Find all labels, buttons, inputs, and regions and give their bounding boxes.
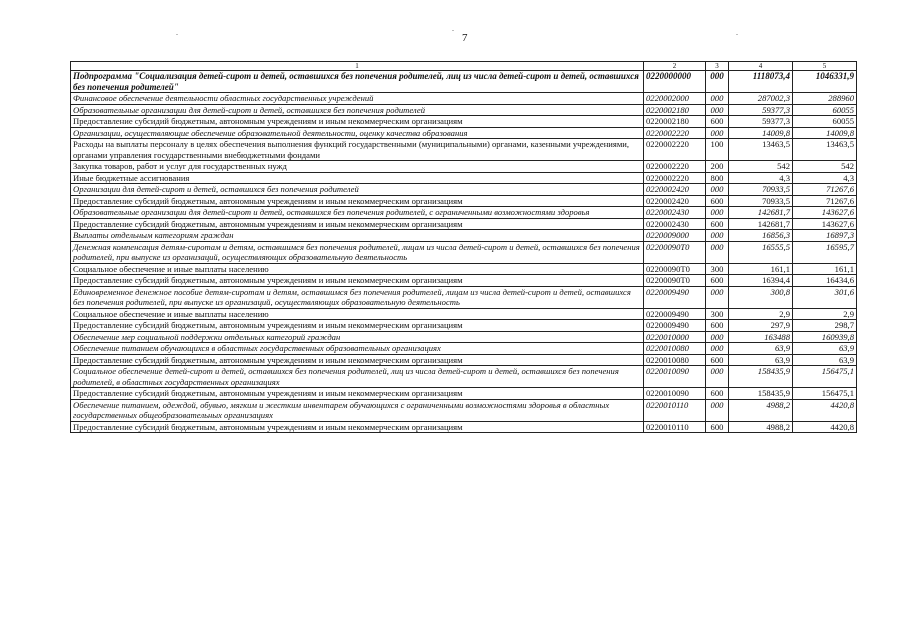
row-value-2025-cell: 63,9 [793, 354, 857, 366]
table-row [71, 161, 857, 173]
row-code-cell: 0220000000 [644, 71, 706, 93]
row-code-cell: 02200090Т0 [644, 241, 706, 263]
row-name-cell: Образовательные организации для детей-сирот и детей, оставшихся без попечения родителей, с ограниченными возможностями здоровья [71, 207, 644, 219]
row-value-2025-cell: 60055 [793, 116, 857, 128]
row-value-2024-cell: 16555,5 [729, 241, 793, 263]
scan-speck: . [452, 24, 454, 33]
row-type-cell: 600 [706, 195, 729, 207]
scan-speck: . [176, 28, 178, 37]
row-code-cell: 0220010090 [644, 388, 706, 400]
row-value-2025-cell: 63,9 [793, 343, 857, 355]
row-code-cell: 0220002180 [644, 116, 706, 128]
table-row [71, 71, 857, 93]
row-code-cell: 0220002000 [644, 93, 706, 105]
column-number: 5 [793, 62, 857, 71]
row-code-cell: 02200090Т0 [644, 275, 706, 287]
row-value-2024-cell: 142681,7 [729, 207, 793, 219]
row-value-2024-cell: 70933,5 [729, 195, 793, 207]
row-value-2025-cell: 288960 [793, 93, 857, 105]
row-type-cell: 000 [706, 71, 729, 93]
row-code-cell: 0220002430 [644, 207, 706, 219]
row-type-cell: 200 [706, 161, 729, 173]
row-value-2025-cell: 4420,8 [793, 399, 857, 421]
row-name-cell: Предоставление субсидий бюджетным, автономным учреждениям и иным некоммерческим организациям [71, 388, 644, 400]
row-code-cell: 0220002220 [644, 127, 706, 139]
row-value-2024-cell: 1118073,4 [729, 71, 793, 93]
row-value-2024-cell: 14009,8 [729, 127, 793, 139]
row-type-cell: 600 [706, 388, 729, 400]
table-row [71, 286, 857, 308]
column-number: 1 [71, 62, 644, 71]
row-value-2024-cell: 16394,4 [729, 275, 793, 287]
row-value-2025-cell: 1046331,9 [793, 71, 857, 93]
row-name-cell: Организации для детей-сирот и детей, оставшихся без попечения родителей [71, 184, 644, 196]
row-type-cell: 300 [706, 263, 729, 275]
row-code-cell: 0220002180 [644, 104, 706, 116]
row-value-2024-cell: 300,8 [729, 286, 793, 308]
table-row [71, 421, 857, 433]
row-value-2024-cell: 63,9 [729, 354, 793, 366]
table-row [71, 331, 857, 343]
row-value-2025-cell: 71267,6 [793, 184, 857, 196]
table-row [71, 366, 857, 388]
row-name-cell: Предоставление субсидий бюджетным, автономным учреждениям и иным некоммерческим организациям [71, 421, 644, 433]
row-name-cell: Иные бюджетные ассигнования [71, 172, 644, 184]
row-type-cell: 300 [706, 308, 729, 320]
row-value-2024-cell: 2,9 [729, 308, 793, 320]
table-row [71, 207, 857, 219]
row-value-2025-cell: 161,1 [793, 263, 857, 275]
row-type-cell: 600 [706, 218, 729, 230]
row-value-2025-cell: 16595,7 [793, 241, 857, 263]
row-name-cell: Расходы на выплаты персоналу в целях обеспечения выполнения функций государственными (муниципальными) органами, казенными учреждениями, органами управления государственными внебюджетными фондами [71, 139, 644, 161]
row-value-2024-cell: 4,3 [729, 172, 793, 184]
row-value-2024-cell: 542 [729, 161, 793, 173]
row-value-2024-cell: 63,9 [729, 343, 793, 355]
row-code-cell: 0220009490 [644, 286, 706, 308]
row-type-cell: 000 [706, 230, 729, 242]
row-type-cell: 600 [706, 354, 729, 366]
row-name-cell: Единовременное денежное пособие детям-сиротам и детям, оставшимся без попечения родителей, лицам из числа детей-сирот и детей, оставшихся без попечения родителей, при выпуске из организаций, осуществляющих образовательную деятельность [71, 286, 644, 308]
row-name-cell: Предоставление субсидий бюджетным, автономным учреждениям и иным некоммерческим организациям [71, 218, 644, 230]
header-row [71, 62, 857, 71]
row-value-2024-cell: 158435,9 [729, 388, 793, 400]
row-type-cell: 800 [706, 172, 729, 184]
row-code-cell: 0220010090 [644, 366, 706, 388]
row-code-cell: 0220010080 [644, 354, 706, 366]
table-row [71, 354, 857, 366]
table-row [71, 116, 857, 128]
table-row [71, 399, 857, 421]
row-code-cell: 0220002420 [644, 184, 706, 196]
row-type-cell: 000 [706, 104, 729, 116]
row-code-cell: 0220010110 [644, 399, 706, 421]
row-name-cell: Предоставление субсидий бюджетным, автономным учреждениям и иным некоммерческим организациям [71, 116, 644, 128]
row-value-2024-cell: 297,9 [729, 320, 793, 332]
row-value-2025-cell: 156475,1 [793, 388, 857, 400]
row-type-cell: 000 [706, 399, 729, 421]
row-code-cell: 0220002220 [644, 139, 706, 161]
row-code-cell: 0220002430 [644, 218, 706, 230]
row-name-cell: Предоставление субсидий бюджетным, автономным учреждениям и иным некоммерческим организациям [71, 195, 644, 207]
table-row [71, 184, 857, 196]
row-name-cell: Закупка товаров, работ и услуг для государственных нужд [71, 161, 644, 173]
row-type-cell: 000 [706, 331, 729, 343]
row-type-cell: 000 [706, 343, 729, 355]
row-name-cell: Обеспечение питанием, одеждой, обувью, мягким и жестким инвентарем обучающихся с ограниченными возможностями здоровья в областных государственных общеобразовательных организациях [71, 399, 644, 421]
row-type-cell: 100 [706, 139, 729, 161]
row-value-2024-cell: 13463,5 [729, 139, 793, 161]
table-row [71, 93, 857, 105]
row-name-cell: Предоставление субсидий бюджетным, автономным учреждениям и иным некоммерческим организациям [71, 275, 644, 287]
row-name-cell: Предоставление субсидий бюджетным, автономным учреждениям и иным некоммерческим организациям [71, 320, 644, 332]
table-row [71, 218, 857, 230]
row-name-cell: Финансовое обеспечение деятельности областных государственных учреждений [71, 93, 644, 105]
row-name-cell: Обеспечение мер социальной поддержки отдельных категорий граждан [71, 331, 644, 343]
table-row [71, 230, 857, 242]
row-value-2024-cell: 59377,3 [729, 116, 793, 128]
row-value-2025-cell: 16897,3 [793, 230, 857, 242]
page-number: 7 [462, 32, 468, 44]
table-row [71, 195, 857, 207]
row-value-2024-cell: 59377,3 [729, 104, 793, 116]
row-code-cell: 0220010110 [644, 421, 706, 433]
column-number: 2 [644, 62, 706, 71]
row-value-2025-cell: 156475,1 [793, 366, 857, 388]
table-row [71, 104, 857, 116]
row-value-2025-cell: 2,9 [793, 308, 857, 320]
row-value-2024-cell: 70933,5 [729, 184, 793, 196]
row-name-cell: Образовательные организации для детей-сирот и детей, оставшихся без попечения родителей [71, 104, 644, 116]
row-value-2025-cell: 13463,5 [793, 139, 857, 161]
table-row [71, 263, 857, 275]
table-row [71, 127, 857, 139]
row-name-cell: Предоставление субсидий бюджетным, автономным учреждениям и иным некоммерческим организациям [71, 354, 644, 366]
row-type-cell: 600 [706, 320, 729, 332]
row-value-2024-cell: 161,1 [729, 263, 793, 275]
row-value-2025-cell: 16434,6 [793, 275, 857, 287]
row-type-cell: 000 [706, 184, 729, 196]
row-value-2024-cell: 142681,7 [729, 218, 793, 230]
table-row [71, 343, 857, 355]
row-type-cell: 000 [706, 207, 729, 219]
row-type-cell: 000 [706, 366, 729, 388]
row-value-2025-cell: 4,3 [793, 172, 857, 184]
row-value-2025-cell: 542 [793, 161, 857, 173]
row-code-cell: 0220009000 [644, 230, 706, 242]
table-row [71, 308, 857, 320]
row-value-2025-cell: 143627,6 [793, 218, 857, 230]
column-number: 3 [706, 62, 729, 71]
row-type-cell: 000 [706, 241, 729, 263]
budget-table [70, 61, 857, 433]
row-name-cell: Выплаты отдельным категориям граждан [71, 230, 644, 242]
row-type-cell: 600 [706, 275, 729, 287]
row-value-2024-cell: 4988,2 [729, 421, 793, 433]
row-value-2024-cell: 163488 [729, 331, 793, 343]
row-code-cell: 0220009490 [644, 320, 706, 332]
row-value-2025-cell: 71267,6 [793, 195, 857, 207]
row-type-cell: 000 [706, 127, 729, 139]
row-type-cell: 000 [706, 286, 729, 308]
table-row [71, 172, 857, 184]
table-row [71, 388, 857, 400]
row-name-cell: Обеспечение питанием обучающихся в областных государственных образовательных организациях [71, 343, 644, 355]
row-name-cell: Социальное обеспечение и иные выплаты населению [71, 308, 644, 320]
row-value-2025-cell: 143627,6 [793, 207, 857, 219]
row-code-cell: 02200090Т0 [644, 263, 706, 275]
row-name-cell: Денежная компенсация детям-сиротам и детям, оставшимся без попечения родителей, лицам из числа детей-сирот и детей, оставшихся без попечения родителей, при выпуске из организаций, осуществляющих образовательную деятельность [71, 241, 644, 263]
row-value-2025-cell: 298,7 [793, 320, 857, 332]
row-value-2024-cell: 287002,3 [729, 93, 793, 105]
row-name-cell: Социальное обеспечение и иные выплаты населению [71, 263, 644, 275]
table-row [71, 320, 857, 332]
table-row [71, 139, 857, 161]
scan-speck: . [736, 28, 738, 37]
row-value-2025-cell: 301,6 [793, 286, 857, 308]
row-value-2024-cell: 158435,9 [729, 366, 793, 388]
row-value-2025-cell: 60055 [793, 104, 857, 116]
row-code-cell: 0220010000 [644, 331, 706, 343]
row-code-cell: 0220009490 [644, 308, 706, 320]
row-type-cell: 600 [706, 421, 729, 433]
row-code-cell: 0220002420 [644, 195, 706, 207]
row-value-2025-cell: 4420,8 [793, 421, 857, 433]
row-code-cell: 0220010080 [644, 343, 706, 355]
row-code-cell: 0220002220 [644, 172, 706, 184]
row-name-cell: Подпрограмма "Социализация детей-сирот и детей, оставшихся без попечения родителей, лиц из числа детей-сирот и детей, оставшихся без попечения родителей" [71, 71, 644, 93]
row-name-cell: Социальное обеспечение детей-сирот и детей, оставшихся без попечения родителей, лиц из числа детей-сирот и детей, оставшихся без попечения родителей, в областных государственных организациях [71, 366, 644, 388]
table-row [71, 275, 857, 287]
row-value-2024-cell: 4988,2 [729, 399, 793, 421]
row-value-2025-cell: 14009,8 [793, 127, 857, 139]
row-value-2024-cell: 16856,3 [729, 230, 793, 242]
row-value-2025-cell: 160939,8 [793, 331, 857, 343]
row-code-cell: 0220002220 [644, 161, 706, 173]
column-number: 4 [729, 62, 793, 71]
row-type-cell: 000 [706, 93, 729, 105]
table-row [71, 241, 857, 263]
row-name-cell: Организации, осуществляющие обеспечение образовательной деятельности, оценку качества образования [71, 127, 644, 139]
row-type-cell: 600 [706, 116, 729, 128]
